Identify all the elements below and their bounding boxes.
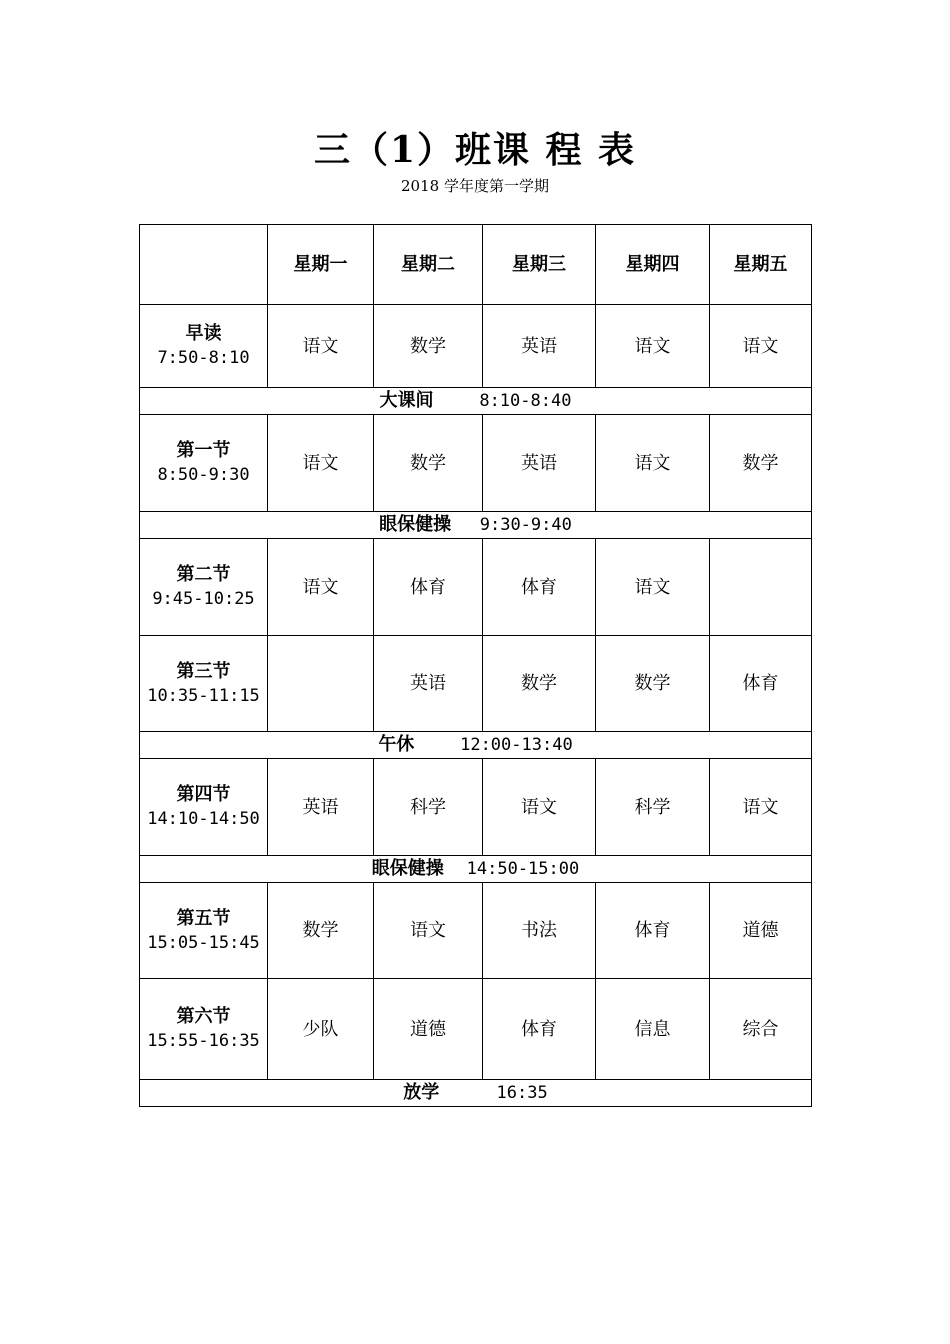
subject-cell-wednesday: 英语 [483, 415, 596, 512]
subject-cell-thursday: 科学 [596, 759, 710, 856]
break-cell [140, 732, 812, 759]
period-name: 第二节 [176, 564, 231, 585]
header-row [140, 225, 812, 305]
period-row [140, 415, 812, 512]
subject-cell-friday [710, 539, 812, 636]
subject-cell-monday: 少队 [268, 979, 374, 1080]
period-row [140, 883, 812, 979]
subject-cell-tuesday: 科学 [374, 759, 483, 856]
subject-cell-friday: 道德 [710, 883, 812, 979]
period-time: 8:50-9:30 [157, 465, 250, 485]
period-row [140, 759, 812, 856]
period-label-cell [140, 636, 268, 732]
break-row [140, 512, 812, 539]
page-title: 三（1）班课 程 表 [313, 129, 637, 171]
break-spacer [414, 734, 460, 755]
subject-cell-thursday: 体育 [596, 883, 710, 979]
break-time: 9:30-9:40 [479, 515, 572, 535]
period-time: 10:35-11:15 [147, 685, 260, 706]
break-row [140, 732, 812, 759]
period-label-cell [140, 979, 268, 1080]
day-header-monday: 星期一 [268, 225, 374, 305]
subject-cell-wednesday: 体育 [483, 539, 596, 636]
period-time: 9:45-10:25 [152, 589, 255, 609]
break-name: 眼保健操 [379, 514, 452, 535]
subject-cell-thursday: 数学 [596, 636, 710, 732]
break-spacer [434, 390, 480, 411]
period-label-cell [140, 883, 268, 979]
break-spacer [444, 858, 467, 879]
period-name: 第四节 [176, 784, 231, 805]
subject-cell-friday: 语文 [710, 759, 812, 856]
break-name: 放学 [403, 1082, 440, 1103]
subject-cell-monday: 数学 [268, 883, 374, 979]
subject-cell-thursday: 语文 [596, 305, 710, 388]
break-name: 午休 [378, 734, 415, 755]
subject-cell-thursday: 语文 [596, 415, 710, 512]
break-row [140, 1080, 812, 1107]
subject-cell-tuesday: 道德 [374, 979, 483, 1080]
corner-cell [140, 225, 268, 305]
period-name: 早读 [185, 323, 222, 344]
break-cell [140, 388, 812, 415]
break-name: 眼保健操 [371, 858, 444, 879]
break-cell [140, 1080, 812, 1107]
subject-cell-tuesday: 体育 [374, 539, 483, 636]
break-row [140, 388, 812, 415]
subject-cell-friday: 综合 [710, 979, 812, 1080]
schedule-table [139, 224, 812, 1107]
subject-cell-thursday: 信息 [596, 979, 710, 1080]
period-time: 14:10-14:50 [147, 809, 260, 829]
break-time: 12:00-13:40 [460, 735, 573, 755]
day-header-friday: 星期五 [710, 225, 812, 305]
subject-cell-wednesday: 语文 [483, 759, 596, 856]
break-spacer [451, 514, 480, 535]
break-cell [140, 856, 812, 883]
subject-cell-tuesday: 英语 [374, 636, 483, 732]
subject-cell-monday: 语文 [268, 305, 374, 388]
subject-cell-tuesday: 语文 [374, 883, 483, 979]
subject-cell-monday [268, 636, 374, 732]
period-name: 第一节 [176, 440, 231, 461]
subject-cell-wednesday: 英语 [483, 305, 596, 388]
subject-cell-monday: 英语 [268, 759, 374, 856]
period-time: 15:55-16:35 [147, 1031, 260, 1051]
subject-cell-monday: 语文 [268, 415, 374, 512]
period-time: 7:50-8:10 [157, 348, 250, 368]
subject-cell-friday: 语文 [710, 305, 812, 388]
period-label-cell [140, 415, 268, 512]
day-header-thursday: 星期四 [596, 225, 710, 305]
subject-cell-wednesday: 书法 [483, 883, 596, 979]
subject-cell-tuesday: 数学 [374, 305, 483, 388]
schedule-body [140, 225, 812, 1107]
break-time: 8:10-8:40 [479, 391, 572, 411]
subject-cell-friday: 数学 [710, 415, 812, 512]
period-name: 第三节 [176, 660, 231, 682]
break-cell [140, 512, 812, 539]
break-time: 16:35 [496, 1083, 548, 1103]
period-label-cell [140, 759, 268, 856]
period-row [140, 305, 812, 388]
break-row [140, 856, 812, 883]
subject-cell-friday: 体育 [710, 636, 812, 732]
period-name: 第六节 [176, 1006, 231, 1027]
period-row [140, 636, 812, 732]
break-time: 14:50-15:00 [466, 859, 580, 879]
break-name: 大课间 [379, 390, 434, 411]
period-row [140, 539, 812, 636]
period-name: 第五节 [176, 907, 231, 929]
subject-cell-tuesday: 数学 [374, 415, 483, 512]
day-header-wednesday: 星期三 [483, 225, 596, 305]
subject-cell-wednesday: 体育 [483, 979, 596, 1080]
page-subtitle: 2018 学年度第一学期 [401, 177, 549, 195]
subject-cell-thursday: 语文 [596, 539, 710, 636]
period-label-cell [140, 539, 268, 636]
period-row [140, 979, 812, 1080]
day-header-tuesday: 星期二 [374, 225, 483, 305]
subject-cell-wednesday: 数学 [483, 636, 596, 732]
break-spacer [439, 1082, 496, 1103]
period-time: 15:05-15:45 [147, 932, 260, 953]
subject-cell-monday: 语文 [268, 539, 374, 636]
period-label-cell [140, 305, 268, 388]
